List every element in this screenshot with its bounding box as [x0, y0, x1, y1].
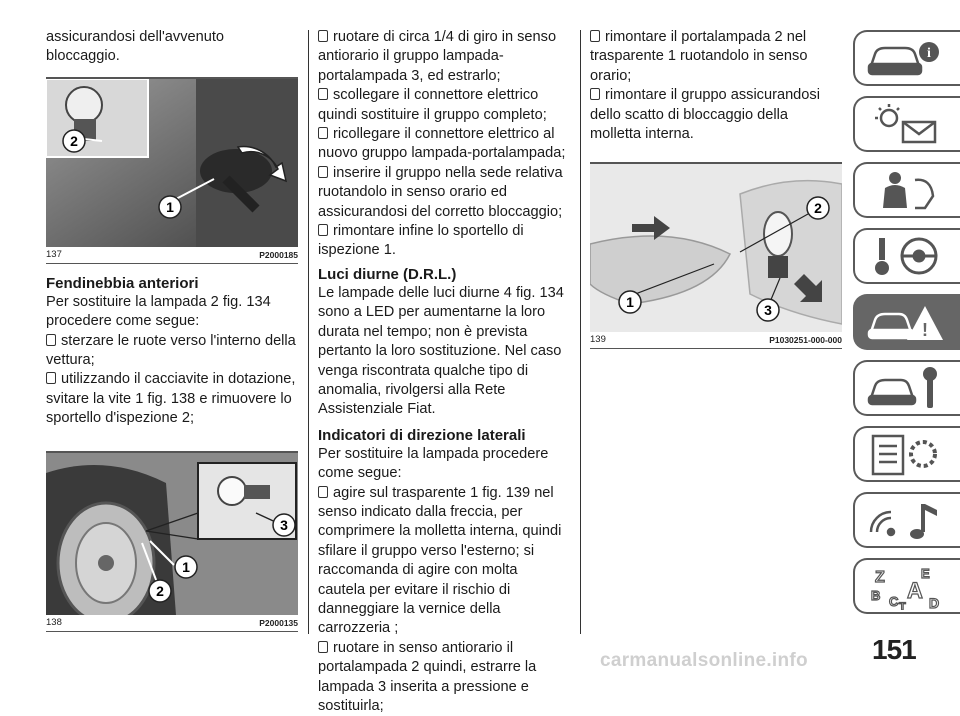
- svg-text:T: T: [899, 601, 906, 610]
- signal-icon: [871, 512, 894, 535]
- bullet-item: sterzare le ruote verso l'interno della vettura;: [46, 332, 298, 371]
- tab-safety[interactable]: [853, 162, 960, 218]
- section-heading-side-indicators: Indicatori di direzione laterali: [318, 426, 526, 444]
- bullet-item: ruotare di circa 1/4 di giro in senso antiorario il gruppo lampada-portalampada 3, ed estrarlo;: [318, 28, 568, 86]
- figure-number: 139: [590, 334, 606, 346]
- callout-2: 2: [156, 582, 164, 599]
- bullet-item: rimontare il gruppo assicurandosi dello scatto di bloccaggio della molletta interna.: [590, 86, 842, 144]
- key-icon: [875, 238, 889, 275]
- light-icon: [875, 104, 899, 126]
- svg-text:Z: Z: [875, 569, 885, 586]
- tab-safety-lights[interactable]: [853, 96, 960, 152]
- column-divider: [580, 30, 581, 634]
- callout-1: 1: [626, 294, 634, 311]
- bullet-item: inserire il gruppo nella sede relativa ruotandolo in senso orario ed assicurandosi del corretto bloccaggio;: [318, 164, 568, 222]
- alphabet-icon: [867, 564, 947, 610]
- figure-code: P1030251-000-000: [769, 335, 842, 346]
- drl-paragraph: Le lampade delle luci diurne 4 fig. 134 sono a LED per aumentarne la loro durata nel tempo; non è prevista pertanto la loro sostituzione. Nel caso venga riscontrata qualche tipo di anomalia, rivolgersi alla Rete Assistenziale Fiat.: [318, 284, 564, 418]
- figure-code: P2000185: [259, 249, 298, 260]
- bullet-item: scollegare il connettore elettrico quindi sostituire il gruppo completo;: [318, 86, 568, 125]
- callout-3: 3: [764, 302, 772, 319]
- figure-caption: [46, 247, 298, 264]
- column-divider: [308, 30, 309, 634]
- tab-dashboard-info[interactable]: [853, 30, 960, 86]
- section-heading-fog-lights: Fendinebbia anteriori: [46, 274, 199, 292]
- bullet-item: rimontare il portalampada 2 nel trasparente 1 ruotandolo in senso orario;: [590, 28, 842, 86]
- callout-1: 1: [182, 558, 190, 575]
- bullet-item: ruotare in senso antiorario il portalampada 2 quindi, estrarre la lampada 3 inserita a pressione e sostituirla;: [318, 639, 568, 716]
- side-indicator-photo: [590, 164, 842, 332]
- svg-text:B: B: [871, 588, 881, 603]
- figure-caption: [46, 615, 298, 632]
- figure-code: P2000135: [259, 617, 298, 628]
- svg-text:i: i: [927, 46, 931, 61]
- column-3: [590, 28, 842, 349]
- music-note-icon: [910, 504, 937, 539]
- callout-2: 2: [70, 132, 78, 149]
- car-icon: [869, 48, 921, 74]
- side-indicators-intro: Per sostituire la lampada procedere come segue:: [318, 445, 549, 482]
- callout-3: 3: [280, 516, 288, 533]
- callout-2: 2: [814, 200, 822, 217]
- column-2: [318, 28, 568, 716]
- airbag-icon: [915, 180, 933, 208]
- figure-138: [46, 451, 298, 632]
- svg-text:C: C: [889, 594, 899, 609]
- svg-text:!: !: [922, 320, 928, 340]
- tab-starting-driving[interactable]: [853, 228, 960, 284]
- tab-maintenance[interactable]: [853, 360, 960, 416]
- page-number: 151: [872, 634, 916, 665]
- list-icon: [873, 436, 903, 474]
- envelope-icon: [903, 122, 935, 142]
- figure-number: 137: [46, 248, 62, 260]
- fog-lights-intro: Per sostituire la lampada 2 fig. 134 procedere come segue:: [46, 293, 271, 330]
- car-icon: [869, 380, 915, 404]
- tab-index[interactable]: [853, 558, 960, 614]
- intro-text: assicurandosi dell'avvenuto bloccaggio.: [46, 29, 225, 65]
- svg-text:A: A: [907, 578, 923, 603]
- tab-multimedia[interactable]: [853, 492, 960, 548]
- bullet-item: rimontare infine lo sportello di ispezione 1.: [318, 222, 568, 261]
- column-1: [46, 28, 298, 632]
- tab-emergency[interactable]: [853, 294, 960, 350]
- figure-number: 138: [46, 616, 62, 628]
- tab-technical-data[interactable]: [853, 426, 960, 482]
- figure-139: [590, 162, 842, 349]
- callout-1: 1: [166, 198, 174, 215]
- bullet-item: utilizzando il cacciavite in dotazione, svitare la vite 1 fig. 138 e rimuovere lo sportello d'ispezione 2;: [46, 370, 298, 428]
- wrench-icon: [923, 367, 937, 408]
- watermark: carmanualsonline.info: [600, 650, 808, 671]
- seatbelt-icon: [883, 172, 907, 208]
- wheel-arch-photo: [46, 453, 298, 615]
- steering-wheel-icon: [902, 239, 936, 273]
- triangle-icon: [907, 306, 943, 340]
- bullet-item: ricollegare il connettore elettrico al nuovo gruppo lampada-portalampada;: [318, 125, 568, 164]
- bullet-item: agire sul trasparente 1 fig. 139 nel senso indicato dalla freccia, per comprimere la molletta interna, quindi sfilare il gruppo verso l'esterno; si raccomanda di agire con molta cautela per evitare il rischio di danneggiare la vernice della carrozzeria ;: [318, 484, 568, 639]
- gear-icon: [911, 442, 935, 466]
- svg-text:E: E: [921, 566, 930, 581]
- svg-text:D: D: [929, 595, 940, 610]
- section-heading-drl: Luci diurne (D.R.L.): [318, 265, 457, 283]
- figure-137: [46, 77, 298, 264]
- car-warning-icon: [869, 314, 913, 338]
- info-icon: [919, 42, 939, 62]
- figure-caption: [590, 332, 842, 349]
- fog-lamp-bulb-photo: [46, 79, 298, 247]
